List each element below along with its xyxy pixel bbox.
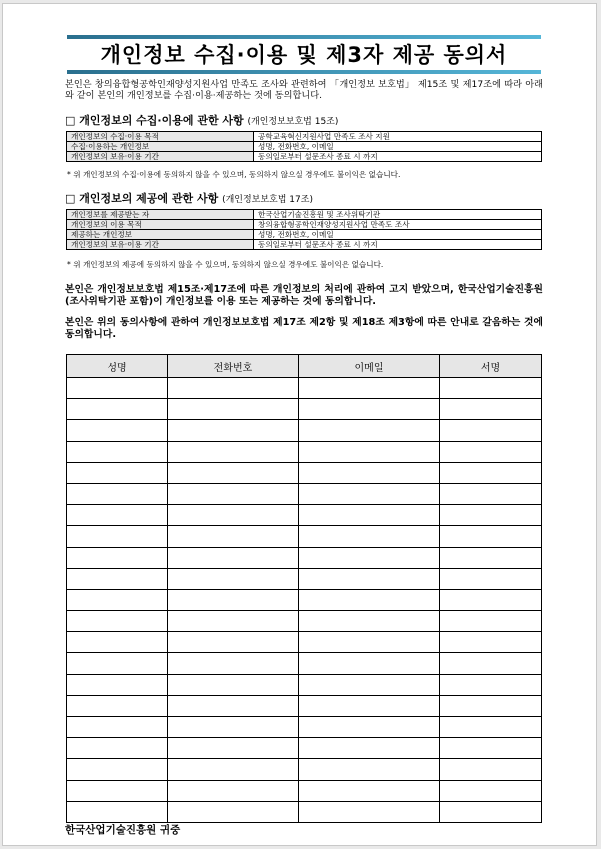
name-cell[interactable] bbox=[67, 759, 168, 780]
name-cell[interactable] bbox=[67, 420, 168, 441]
email-cell[interactable] bbox=[299, 589, 440, 610]
signature-table-body bbox=[67, 378, 542, 823]
signature-cell[interactable] bbox=[440, 547, 542, 568]
table-row bbox=[67, 230, 542, 240]
title-top-rule bbox=[67, 35, 541, 39]
name-cell[interactable] bbox=[67, 378, 168, 399]
phone-cell[interactable] bbox=[168, 653, 299, 674]
table-row bbox=[67, 152, 542, 162]
email-cell[interactable] bbox=[299, 780, 440, 801]
header-signature: 서명 bbox=[440, 355, 542, 378]
document-title: 개인정보 수집·이용 및 제3자 제공 동의서 bbox=[100, 43, 508, 67]
table-row bbox=[67, 738, 542, 759]
row-value: 성명, 전화번호, 이메일 bbox=[254, 230, 542, 240]
signature-cell[interactable] bbox=[440, 399, 542, 420]
row-value: 창의융합형공학인재양성지원사업 만족도 조사 bbox=[254, 220, 542, 230]
table-row bbox=[67, 695, 542, 716]
row-key: 개인정보의 이용 목적 bbox=[67, 220, 254, 230]
header-name: 성명 bbox=[67, 355, 168, 378]
row-value: 공학교육혁신지원사업 만족도 조사 지원 bbox=[254, 132, 542, 142]
title-bottom-rule bbox=[67, 70, 541, 74]
email-cell[interactable] bbox=[299, 526, 440, 547]
phone-cell[interactable] bbox=[168, 738, 299, 759]
table-row bbox=[67, 240, 542, 250]
phone-cell[interactable] bbox=[168, 632, 299, 653]
signature-cell[interactable] bbox=[440, 378, 542, 399]
email-cell[interactable] bbox=[299, 378, 440, 399]
phone-cell[interactable] bbox=[168, 717, 299, 738]
name-cell[interactable] bbox=[67, 462, 168, 483]
row-value: 성명, 전화번호, 이메일 bbox=[254, 142, 542, 152]
name-cell[interactable] bbox=[67, 632, 168, 653]
phone-cell[interactable] bbox=[168, 505, 299, 526]
table-row bbox=[67, 653, 542, 674]
row-value: 동의일로부터 설문조사 종료 시 까지 bbox=[254, 240, 542, 250]
email-cell[interactable] bbox=[299, 632, 440, 653]
name-cell[interactable] bbox=[67, 611, 168, 632]
email-cell[interactable] bbox=[299, 738, 440, 759]
intro-paragraph: 본인은 창의융합형공학인재양성지원사업 만족도 조사와 관련하여 「개인정보 보호법」 제15조 및 제17조에 따라 아래와 같이 본인의 개인정보를 수집·이용·제공하는 것에 동의합니다. bbox=[65, 79, 543, 101]
section2-heading bbox=[65, 192, 313, 207]
signature-cell[interactable] bbox=[440, 526, 542, 547]
email-cell[interactable] bbox=[299, 611, 440, 632]
signature-cell[interactable] bbox=[440, 695, 542, 716]
header-email: 이메일 bbox=[299, 355, 440, 378]
name-cell[interactable] bbox=[67, 399, 168, 420]
table-row bbox=[67, 759, 542, 780]
email-cell[interactable] bbox=[299, 674, 440, 695]
phone-cell[interactable] bbox=[168, 483, 299, 504]
phone-cell[interactable] bbox=[168, 759, 299, 780]
signature-cell[interactable] bbox=[440, 568, 542, 589]
name-cell[interactable] bbox=[67, 801, 168, 822]
phone-cell[interactable] bbox=[168, 695, 299, 716]
phone-cell[interactable] bbox=[168, 547, 299, 568]
phone-cell[interactable] bbox=[168, 674, 299, 695]
phone-cell[interactable] bbox=[168, 420, 299, 441]
email-cell[interactable] bbox=[299, 505, 440, 526]
signature-cell[interactable] bbox=[440, 717, 542, 738]
name-cell[interactable] bbox=[67, 780, 168, 801]
name-cell[interactable] bbox=[67, 589, 168, 610]
table-row bbox=[67, 717, 542, 738]
name-cell[interactable] bbox=[67, 674, 168, 695]
table-row bbox=[67, 220, 542, 230]
name-cell[interactable] bbox=[67, 738, 168, 759]
signature-cell[interactable] bbox=[440, 420, 542, 441]
section2-table bbox=[66, 209, 542, 250]
signature-cell[interactable] bbox=[440, 632, 542, 653]
phone-cell[interactable] bbox=[168, 780, 299, 801]
table-row bbox=[67, 142, 542, 152]
table-row bbox=[67, 505, 542, 526]
section2-note: * 위 개인정보의 제공에 동의하지 않을 수 있으며, 동의하지 않으실 경우에도 불이익은 없습니다. bbox=[67, 260, 384, 269]
row-value: 동의일로부터 설문조사 종료 시 까지 bbox=[254, 152, 542, 162]
signature-cell[interactable] bbox=[440, 738, 542, 759]
name-cell[interactable] bbox=[67, 441, 168, 462]
email-cell[interactable] bbox=[299, 462, 440, 483]
signature-cell[interactable] bbox=[440, 441, 542, 462]
name-cell[interactable] bbox=[67, 483, 168, 504]
name-cell[interactable] bbox=[67, 695, 168, 716]
table-row bbox=[67, 674, 542, 695]
table-row bbox=[67, 526, 542, 547]
signature-cell[interactable] bbox=[440, 801, 542, 822]
name-cell[interactable] bbox=[67, 526, 168, 547]
table-row bbox=[67, 462, 542, 483]
table-row bbox=[67, 589, 542, 610]
table-row bbox=[67, 568, 542, 589]
section2-heading-text: □ 개인정보의 제공에 관한 사항 bbox=[65, 192, 219, 205]
signature-header-row bbox=[67, 355, 542, 378]
name-cell[interactable] bbox=[67, 717, 168, 738]
phone-cell[interactable] bbox=[168, 441, 299, 462]
row-key: 수집·이용하는 개인정보 bbox=[67, 142, 254, 152]
phone-cell[interactable] bbox=[168, 378, 299, 399]
name-cell[interactable] bbox=[67, 568, 168, 589]
name-cell[interactable] bbox=[67, 653, 168, 674]
row-key: 개인정보의 보유·이용 기간 bbox=[67, 152, 254, 162]
section1-heading-ref: (개인정보보호법 15조) bbox=[247, 117, 339, 127]
signature-cell[interactable] bbox=[440, 589, 542, 610]
signature-cell[interactable] bbox=[440, 505, 542, 526]
signature-cell[interactable] bbox=[440, 674, 542, 695]
email-cell[interactable] bbox=[299, 483, 440, 504]
table-row bbox=[67, 132, 542, 142]
table-row bbox=[67, 547, 542, 568]
signature-cell[interactable] bbox=[440, 653, 542, 674]
email-cell[interactable] bbox=[299, 568, 440, 589]
table-row bbox=[67, 801, 542, 822]
footer-recipient: 한국산업기술진흥원 귀중 bbox=[65, 824, 181, 836]
consent-paragraph-2: 본인은 위의 동의사항에 관하여 개인정보보호법 제17조 제2항 및 제18조 제3항에 따른 안내로 갈음하는 것에 동의합니다. bbox=[65, 317, 543, 340]
table-row bbox=[67, 210, 542, 220]
section1-heading-text: □ 개인정보의 수집·이용에 관한 사항 bbox=[65, 114, 244, 127]
section1-heading bbox=[65, 114, 338, 129]
table-row bbox=[67, 780, 542, 801]
section1-note: * 위 개인정보의 수집·이용에 동의하지 않을 수 있으며, 동의하지 않으실 경우에도 불이익은 없습니다. bbox=[67, 170, 401, 179]
phone-cell[interactable] bbox=[168, 526, 299, 547]
email-cell[interactable] bbox=[299, 759, 440, 780]
row-key: 개인정보를 제공받는 자 bbox=[67, 210, 254, 220]
phone-cell[interactable] bbox=[168, 568, 299, 589]
table-row bbox=[67, 378, 542, 399]
phone-cell[interactable] bbox=[168, 589, 299, 610]
signature-cell[interactable] bbox=[440, 462, 542, 483]
signature-cell[interactable] bbox=[440, 759, 542, 780]
section2-heading-ref: (개인정보보호법 17조) bbox=[222, 195, 313, 205]
header-phone: 전화번호 bbox=[168, 355, 299, 378]
table-row bbox=[67, 611, 542, 632]
phone-cell[interactable] bbox=[168, 801, 299, 822]
email-cell[interactable] bbox=[299, 441, 440, 462]
table-row bbox=[67, 399, 542, 420]
email-cell[interactable] bbox=[299, 653, 440, 674]
phone-cell[interactable] bbox=[168, 611, 299, 632]
consent-paragraph-1: 본인은 개인정보보호법 제15조·제17조에 따른 개인정보의 처리에 관하여 고지 받았으며, 한국산업기술진흥원(조사위탁기관 포함)이 개인정보를 이용 또는 제공하는 것에 동의합니다. bbox=[65, 284, 543, 307]
signature-cell[interactable] bbox=[440, 611, 542, 632]
signature-table bbox=[66, 354, 542, 823]
phone-cell[interactable] bbox=[168, 462, 299, 483]
signature-cell[interactable] bbox=[440, 483, 542, 504]
table-row bbox=[67, 441, 542, 462]
name-cell[interactable] bbox=[67, 547, 168, 568]
table-row bbox=[67, 483, 542, 504]
email-cell[interactable] bbox=[299, 420, 440, 441]
email-cell[interactable] bbox=[299, 717, 440, 738]
email-cell[interactable] bbox=[299, 801, 440, 822]
row-key: 개인정보의 보유·이용 기간 bbox=[67, 240, 254, 250]
row-key: 개인정보의 수집·이용 목적 bbox=[67, 132, 254, 142]
row-value: 한국산업기술진흥원 및 조사위탁기관 bbox=[254, 210, 542, 220]
table-row bbox=[67, 632, 542, 653]
document-page bbox=[2, 3, 597, 846]
name-cell[interactable] bbox=[67, 505, 168, 526]
table-row bbox=[67, 420, 542, 441]
email-cell[interactable] bbox=[299, 695, 440, 716]
phone-cell[interactable] bbox=[168, 399, 299, 420]
email-cell[interactable] bbox=[299, 399, 440, 420]
section1-table bbox=[66, 131, 542, 162]
row-key: 제공하는 개인정보 bbox=[67, 230, 254, 240]
email-cell[interactable] bbox=[299, 547, 440, 568]
signature-cell[interactable] bbox=[440, 780, 542, 801]
